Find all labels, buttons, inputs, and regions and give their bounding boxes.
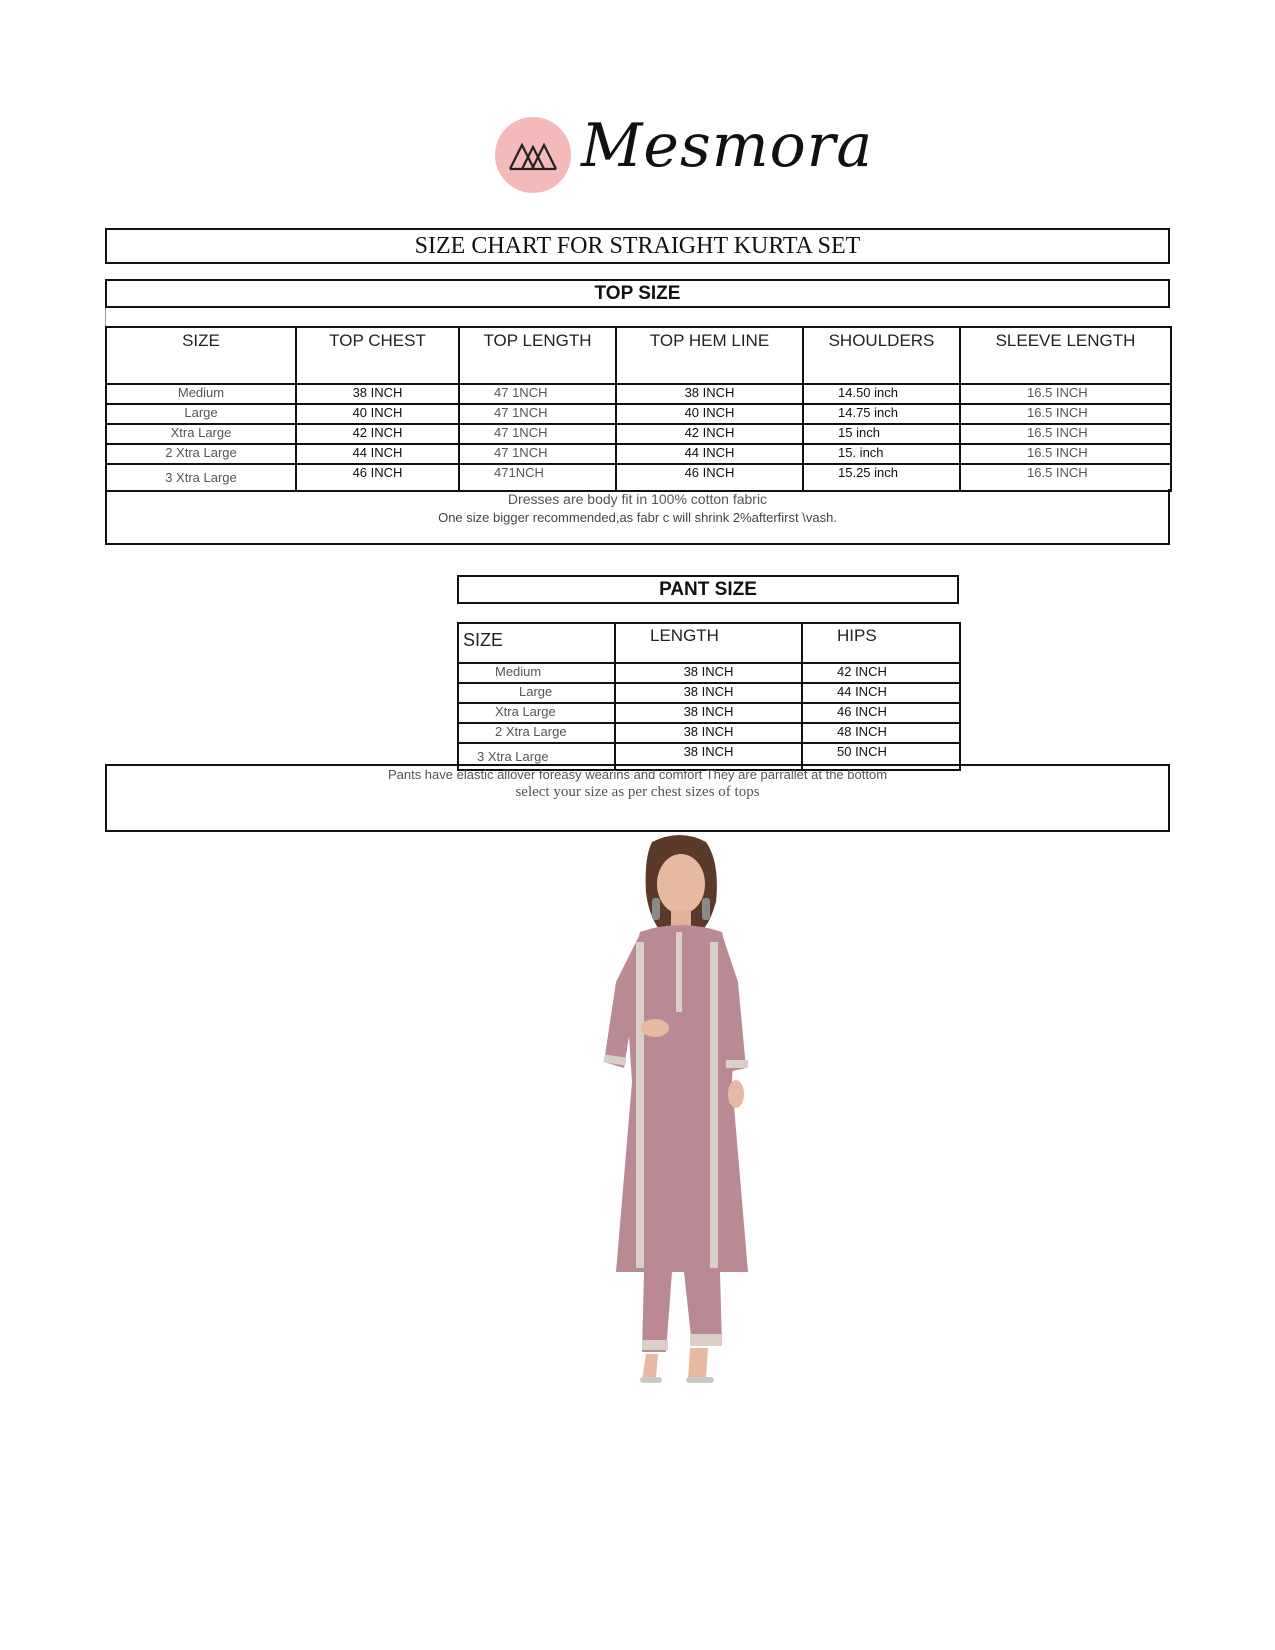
top-size-title: TOP SIZE [105, 279, 1170, 308]
column-header-top-chest: TOP CHEST [296, 327, 459, 384]
brand-logo [495, 111, 874, 195]
fabric-note: Dresses are body fit in 100% cotton fabric [507, 491, 768, 507]
cell-hips: 44 INCH [802, 683, 960, 703]
cell-top-hem-line: 44 INCH [616, 444, 803, 464]
cell-length: 38 INCH [615, 663, 802, 683]
top-size-note [105, 489, 1170, 545]
pant-size-table [457, 622, 961, 771]
cell-size: 3 Xtra Large [106, 464, 296, 491]
model-photo [560, 832, 800, 1404]
logo-circle [495, 117, 571, 193]
cell-length: 38 INCH [615, 703, 802, 723]
table-row [106, 464, 1171, 491]
cell-size: Xtra Large [458, 703, 615, 723]
cell-size: Xtra Large [106, 424, 296, 444]
cell-shoulders: 15 inch [803, 424, 960, 444]
table-header-row [458, 623, 960, 663]
cell-sleeve-length: 16.5 INCH [960, 464, 1171, 491]
cell-shoulders: 14.50 inch [803, 384, 960, 404]
cell-top-length: 471NCH [459, 464, 616, 491]
page-title: SIZE CHART FOR STRAIGHT KURTA SET [105, 228, 1170, 264]
cell-sleeve-length: 16.5 INCH [960, 384, 1171, 404]
column-header-top-hem-line: TOP HEM LINE [616, 327, 803, 384]
table-row [106, 384, 1171, 404]
column-header-shoulders: SHOULDERS [803, 327, 960, 384]
cell-length: 38 INCH [615, 743, 802, 770]
table-row [106, 404, 1171, 424]
column-header-size: SIZE [458, 623, 615, 663]
cell-size: 3 Xtra Large [458, 743, 615, 770]
pant-size-note [105, 764, 1170, 832]
cell-top-chest: 46 INCH [296, 464, 459, 491]
cell-hips: 50 INCH [802, 743, 960, 770]
cell-top-hem-line: 46 INCH [616, 464, 803, 491]
cell-shoulders: 15.25 inch [803, 464, 960, 491]
size-advice-note: select your size as per chest sizes of tops [515, 784, 760, 800]
cell-sleeve-length: 16.5 INCH [960, 404, 1171, 424]
table-row [106, 424, 1171, 444]
table-row [458, 683, 960, 703]
cell-sleeve-length: 16.5 INCH [960, 424, 1171, 444]
cell-top-hem-line: 40 INCH [616, 404, 803, 424]
cell-top-length: 47 1NCH [459, 424, 616, 444]
cell-top-chest: 44 INCH [296, 444, 459, 464]
cell-top-chest: 42 INCH [296, 424, 459, 444]
cell-top-length: 47 1NCH [459, 384, 616, 404]
pant-size-title: PANT SIZE [457, 575, 959, 604]
column-header-sleeve-length: SLEEVE LENGTH [960, 327, 1171, 384]
cell-sleeve-length: 16.5 INCH [960, 444, 1171, 464]
cell-top-chest: 40 INCH [296, 404, 459, 424]
cell-top-length: 47 1NCH [459, 404, 616, 424]
column-header-size: SIZE [106, 327, 296, 384]
table-row [106, 444, 1171, 464]
elastic-note: Pants have elastic allover foreasy wearins and comfort They are parrallet at the bottom [387, 767, 888, 782]
cell-size: Medium [106, 384, 296, 404]
cell-size: Large [458, 683, 615, 703]
column-header-length: LENGTH [615, 623, 802, 663]
cell-length: 38 INCH [615, 723, 802, 743]
cell-top-length: 47 1NCH [459, 444, 616, 464]
cell-size: 2 Xtra Large [106, 444, 296, 464]
divider [105, 308, 106, 326]
brand-wordmark: Mesmora [581, 111, 874, 181]
table-header-row [106, 327, 1171, 384]
cell-size: Medium [458, 663, 615, 683]
table-row [458, 703, 960, 723]
cell-top-hem-line: 38 INCH [616, 384, 803, 404]
cell-size: 2 Xtra Large [458, 723, 615, 743]
cell-shoulders: 15. inch [803, 444, 960, 464]
cell-shoulders: 14.75 inch [803, 404, 960, 424]
cell-hips: 48 INCH [802, 723, 960, 743]
cell-top-hem-line: 42 INCH [616, 424, 803, 444]
cell-hips: 46 INCH [802, 703, 960, 723]
mountain-logo-icon [508, 137, 558, 173]
top-size-table [105, 326, 1172, 492]
column-header-top-length: TOP LENGTH [459, 327, 616, 384]
table-row [458, 663, 960, 683]
cell-length: 38 INCH [615, 683, 802, 703]
table-row [458, 723, 960, 743]
cell-top-chest: 38 INCH [296, 384, 459, 404]
cell-hips: 42 INCH [802, 663, 960, 683]
shrink-note: One size bigger recommended,as fabr c will shrink 2%afterfirst \vash. [438, 510, 837, 525]
cell-size: Large [106, 404, 296, 424]
column-header-hips: HIPS [802, 623, 960, 663]
